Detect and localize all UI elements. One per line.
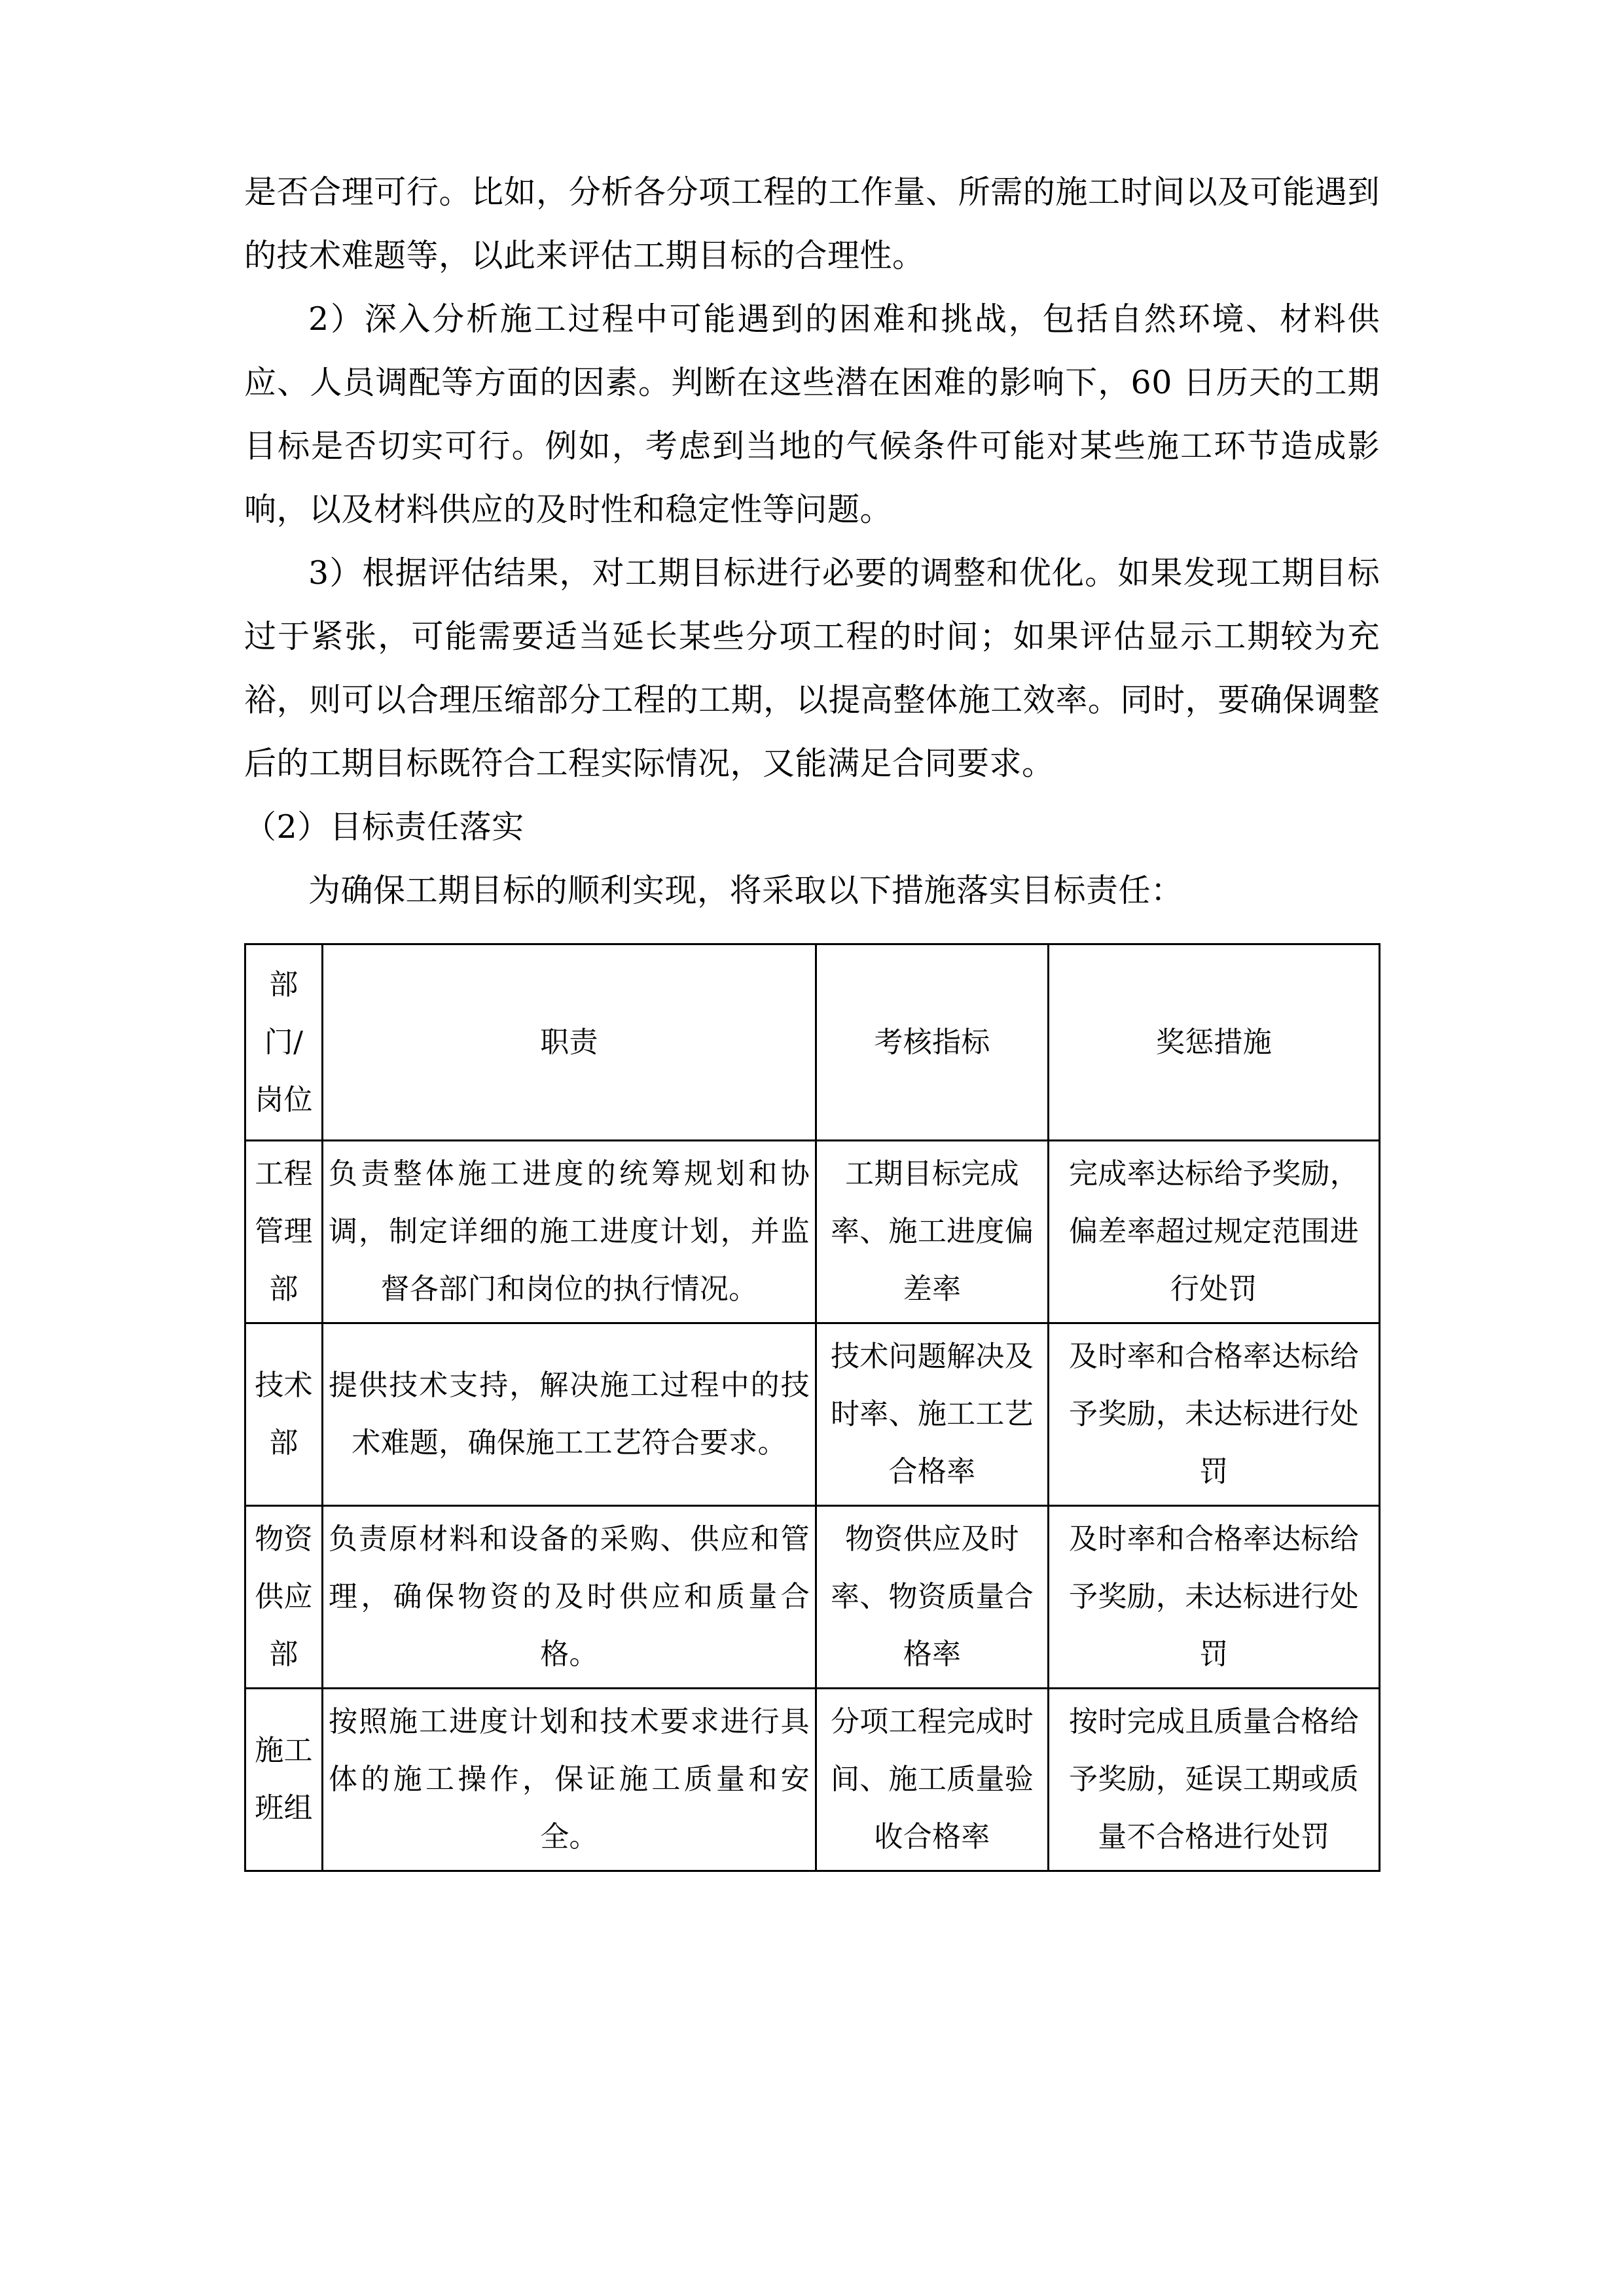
table-row [245, 1141, 1380, 1323]
cell-reward: 及时率和合格率达标给予奖励，未达标进行处罚 [1049, 1323, 1380, 1506]
table-header-reward: 奖惩措施 [1049, 944, 1380, 1141]
cell-duty: 提供技术支持，解决施工过程中的技术难题，确保施工工艺符合要求。 [323, 1323, 816, 1506]
cell-department: 工程管理部 [245, 1141, 323, 1323]
cell-kpi: 分项工程完成时间、施工质量验收合格率 [816, 1689, 1049, 1871]
cell-kpi: 工期目标完成率、施工进度偏差率 [816, 1141, 1049, 1323]
cell-kpi: 物资供应及时率、物资质量合格率 [816, 1506, 1049, 1689]
cell-kpi: 技术问题解决及时率、施工工艺合格率 [816, 1323, 1049, 1506]
cell-department: 技术部 [245, 1323, 323, 1506]
table-header-kpi: 考核指标 [816, 944, 1049, 1141]
table-row [245, 1689, 1380, 1871]
table-header-duty: 职责 [323, 944, 816, 1141]
table-header-row [245, 944, 1380, 1141]
cell-reward: 及时率和合格率达标给予奖励，未达标进行处罚 [1049, 1506, 1380, 1689]
table-row [245, 1506, 1380, 1689]
paragraph-item-2: 2）深入分析施工过程中可能遇到的困难和挑战，包括自然环境、材料供应、人员调配等方面的因素。判断在这些潜在困难的影响下，60 日历天的工期目标是否切实可行。例如，考虑到当地的气候条件可能对某些施工环节造成影响，以及材料供应的及时性和稳定性等问题。 [244, 300, 1380, 528]
cell-duty: 按照施工进度计划和技术要求进行具体的施工操作，保证施工质量和安全。 [323, 1689, 816, 1871]
cell-department: 施工班组 [245, 1689, 323, 1871]
cell-department: 物资供应部 [245, 1506, 323, 1689]
paragraph-item-3: 3）根据评估结果，对工期目标进行必要的调整和优化。如果发现工期目标过于紧张，可能需要适当延长某些分项工程的时间；如果评估显示工期较为充裕，则可以合理压缩部分工程的工期，以提高整体施工效率。同时，要确保调整后的工期目标既符合工程实际情况，又能满足合同要求。 [244, 554, 1380, 782]
responsibility-table [244, 943, 1380, 1872]
section-heading: （2）目标责任落实 [244, 808, 524, 846]
cell-duty: 负责整体施工进度的统筹规划和协调，制定详细的施工进度计划，并监督各部门和岗位的执行情况。 [323, 1141, 816, 1323]
lead-in-text: 为确保工期目标的顺利实现，将采取以下措施落实目标责任： [308, 872, 1183, 909]
paragraph-continuation: 是否合理可行。比如，分析各分项工程的工作量、所需的施工时间以及可能遇到的技术难题等，以此来评估工期目标的合理性。 [244, 173, 1380, 274]
table-header-department: 部门/岗位 [245, 944, 323, 1141]
page-content [244, 160, 1380, 1872]
table-row [245, 1323, 1380, 1506]
cell-duty: 负责原材料和设备的采购、供应和管理，确保物资的及时供应和质量合格。 [323, 1506, 816, 1689]
cell-reward: 完成率达标给予奖励，偏差率超过规定范围进行处罚 [1049, 1141, 1380, 1323]
cell-reward: 按时完成且质量合格给予奖励，延误工期或质量不合格进行处罚 [1049, 1689, 1380, 1871]
